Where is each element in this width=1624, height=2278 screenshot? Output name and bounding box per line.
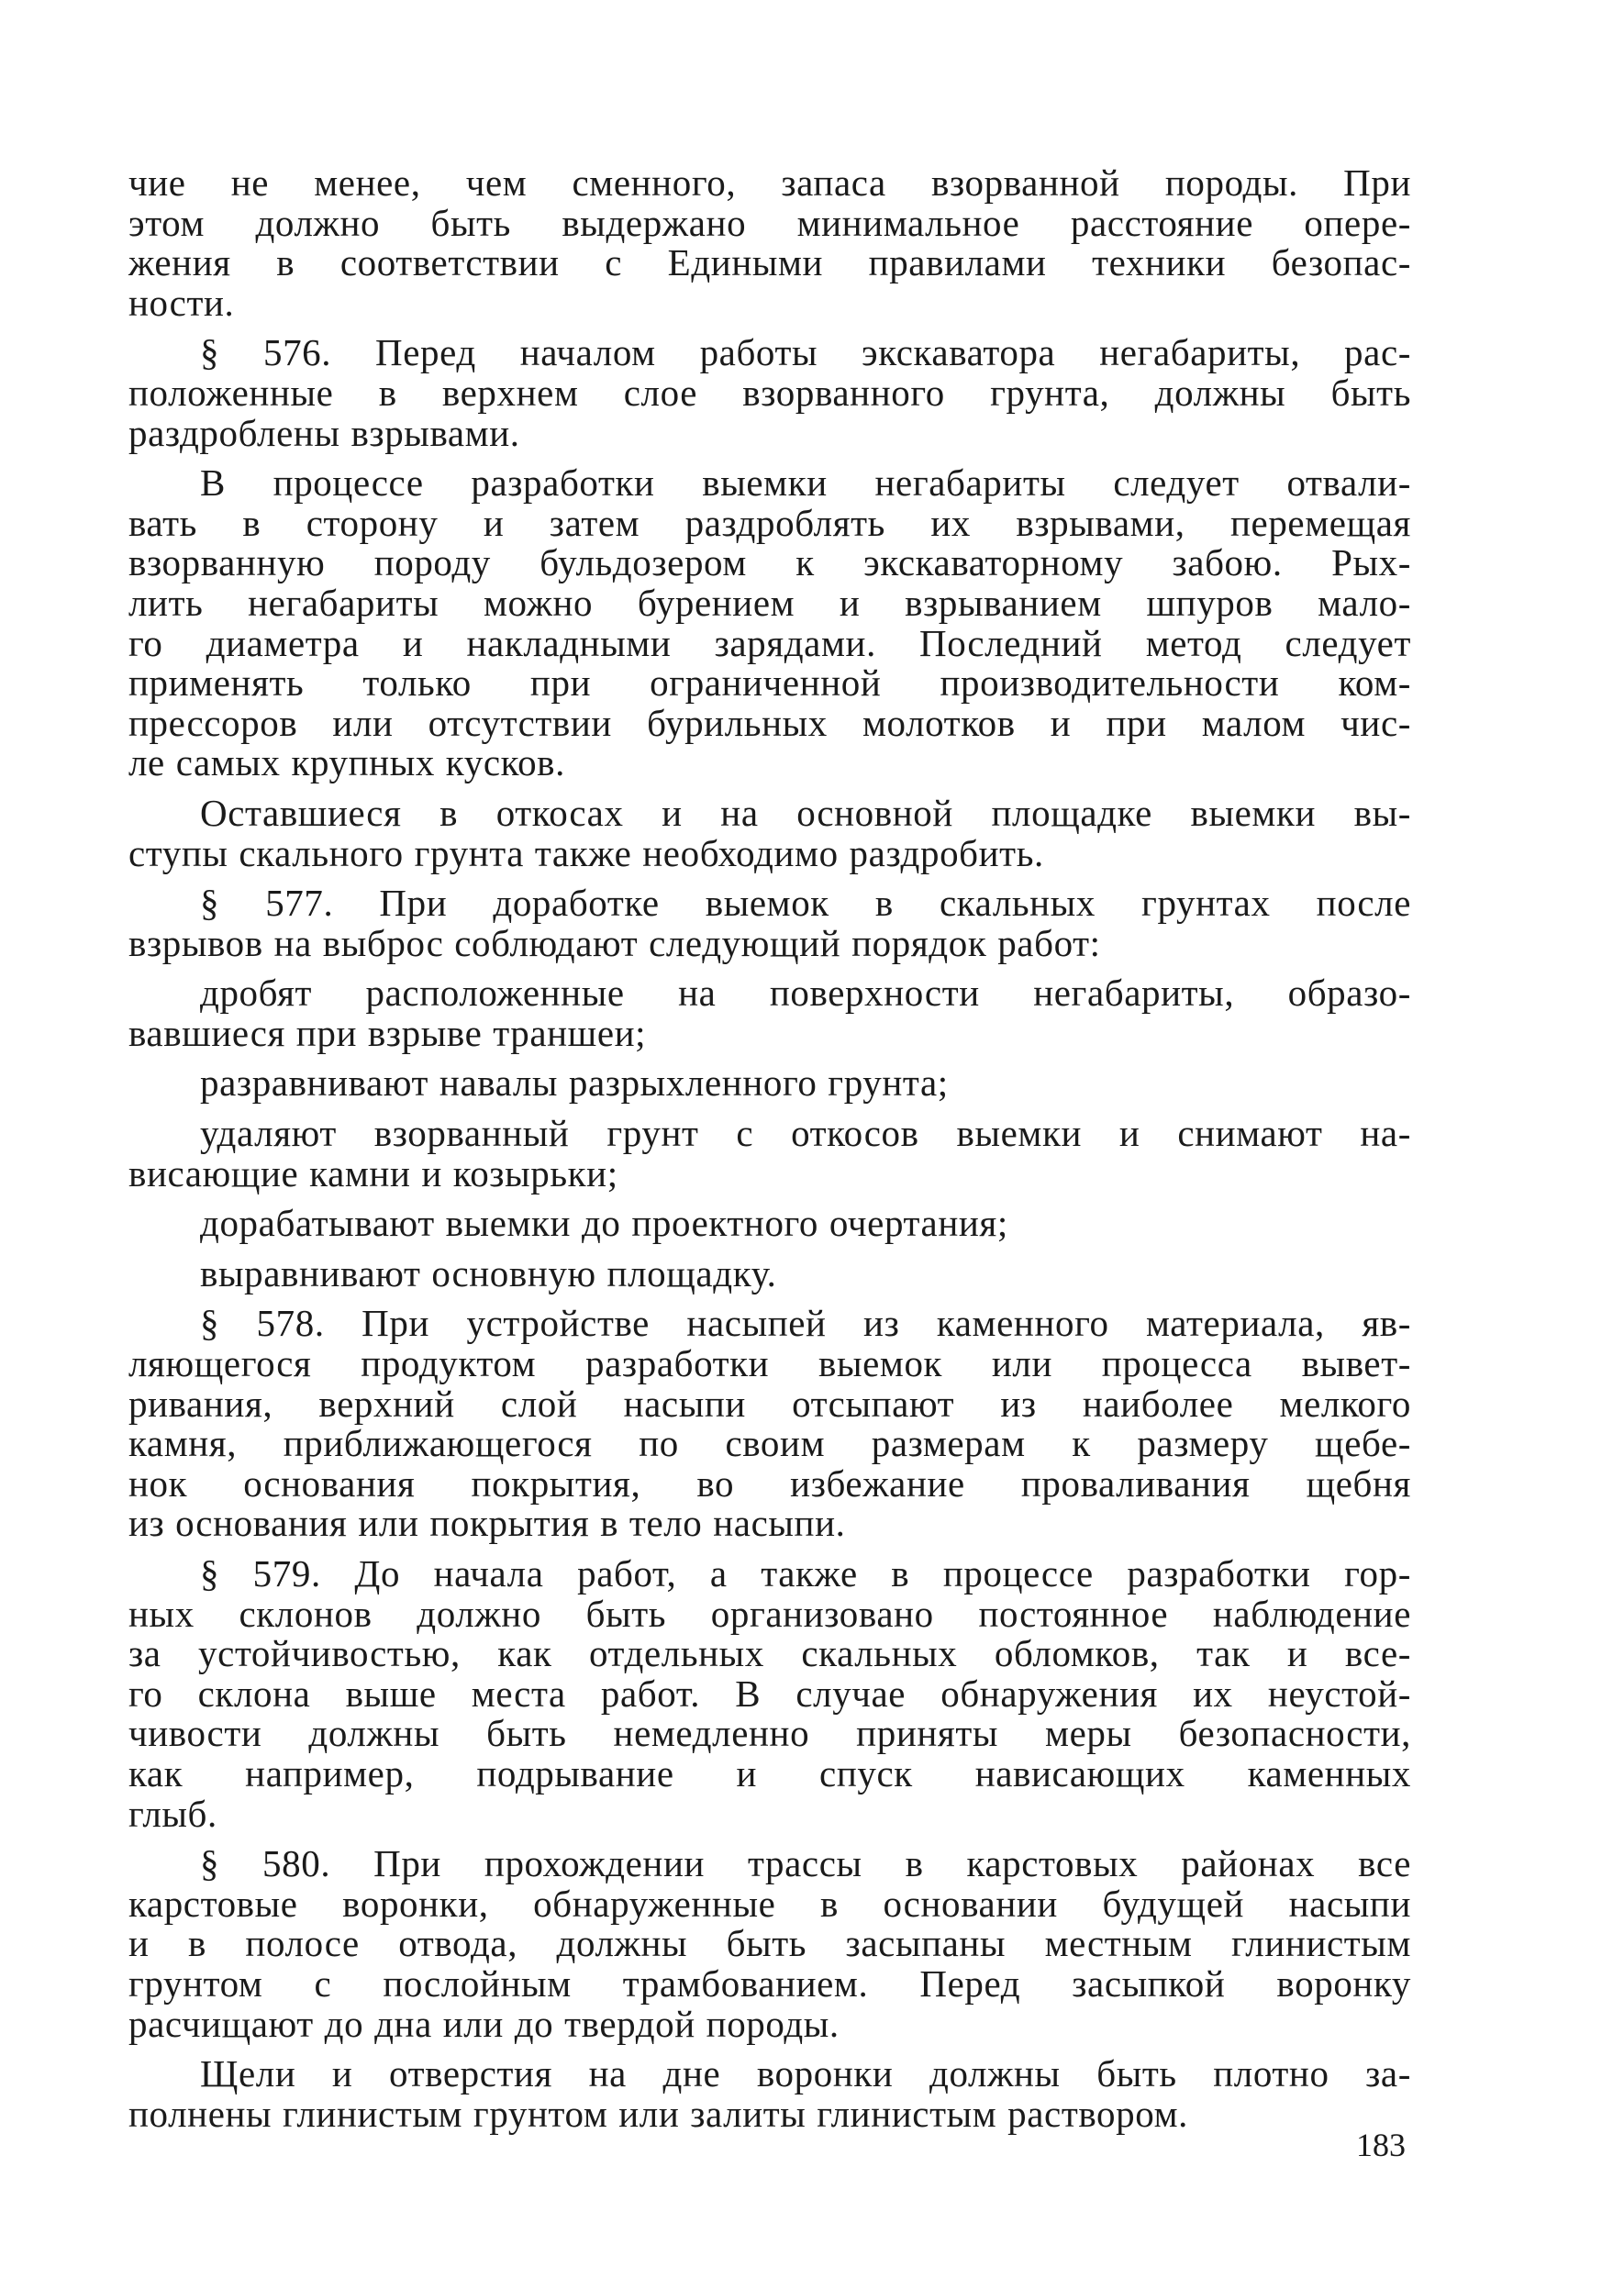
text-line: разравнивают навалы разрыхленного грунта;	[200, 1061, 949, 1105]
paragraph	[128, 1554, 1411, 1834]
text-line: § 578. При устройстве насыпей из каменного материала, яв-	[200, 1302, 1411, 1345]
text-line: В процессе разработки выемки негабариты следует отвали-	[200, 461, 1411, 505]
text-line: висающие камни и козырьки;	[128, 1151, 618, 1195]
text-line: как например, подрывание и спуск нависающих каменных	[128, 1751, 1411, 1795]
text-line: выравнивают основную площадку.	[200, 1251, 777, 1295]
text-line: из основания или покрытия в тело насыпи.	[128, 1502, 846, 1545]
text-line: вавшиеся при взрыве траншеи;	[128, 1011, 647, 1054]
paragraph	[128, 791, 1411, 874]
text-line: грунтом с послойным трамбованием. Перед засыпкой воронку	[128, 1961, 1411, 2005]
text-line: дорабатывают выемки до проектного очертания;	[200, 1202, 1008, 1245]
text-line: применять только при ограниченной производительности ком-	[128, 661, 1411, 705]
paragraph	[128, 333, 1411, 453]
text-line: удаляют взорванный грунт с откосов выемки и снимают на-	[200, 1112, 1411, 1155]
text-line: взрывов на выброс соблюдают следующий порядок работ:	[128, 921, 1101, 964]
text-line: го диаметра и накладными зарядами. Последний метод следует	[128, 621, 1411, 664]
text-line: Оставшиеся в откосах и на основной площадке выемки вы-	[200, 791, 1411, 834]
text-line: прессоров или отсутствии бурильных молотков и при малом чис-	[128, 701, 1411, 744]
paragraph	[128, 1251, 1411, 1295]
text-line: лить негабариты можно бурением и взрыванием шпуров мало-	[128, 581, 1411, 624]
text-line: за устойчивостью, как отдельных скальных обломков, так и все-	[128, 1632, 1411, 1675]
text-line: ности.	[128, 281, 235, 324]
text-line: взорванную породу бульдозером к экскаваторному забою. Рых-	[128, 541, 1411, 584]
text-line: положенные в верхнем слое взорванного грунта, должны быть	[128, 371, 1411, 414]
text-line: карстовые воронки, обнаруженные в основании будущей насыпи	[128, 1882, 1411, 1925]
text-line: ривания, верхний слой насыпи отсыпают из наиболее мелкого	[128, 1382, 1411, 1425]
text-line: чие не менее, чем сменного, запаса взорванной породы. При	[128, 161, 1411, 204]
paragraph	[128, 883, 1411, 963]
paragraph	[128, 163, 1411, 323]
text-line: этом должно быть выдержано минимальное расстояние опере-	[128, 201, 1411, 244]
text-line: вать в сторону и затем раздроблять их взрывами, перемещая	[128, 501, 1411, 544]
paragraph	[128, 973, 1411, 1053]
paragraph	[128, 1114, 1411, 1194]
text-line: раздроблены взрывами.	[128, 411, 520, 454]
text-line: полнены глинистым грунтом или залиты глинистым раствором.	[128, 2092, 1188, 2135]
text-line: камня, приближающегося по своим размерам к размеру щебе-	[128, 1422, 1411, 1465]
page-body	[128, 163, 1411, 2134]
text-line: § 580. При прохождении трассы в карстовых районах все	[200, 1842, 1411, 1885]
text-line: дробят расположенные на поверхности негабариты, образо-	[200, 972, 1411, 1015]
text-line: ляющегося продуктом разработки выемок или процесса вывет-	[128, 1342, 1411, 1385]
paragraph	[128, 2054, 1411, 2134]
paragraph	[128, 1304, 1411, 1544]
text-line: го склона выше места работ. В случае обнаружения их неустой-	[128, 1672, 1411, 1715]
text-line: Щели и отверстия на дне воронки должны быть плотно за-	[200, 2052, 1411, 2095]
page-number: 183	[1356, 2127, 1406, 2163]
paragraph	[128, 463, 1411, 783]
text-line: § 576. Перед началом работы экскаватора негабариты, рас-	[200, 331, 1411, 374]
paragraph	[128, 1844, 1411, 2044]
text-line: § 579. До начала работ, а также в процессе разработки гор-	[200, 1552, 1411, 1595]
paragraph	[128, 1063, 1411, 1104]
text-line: § 577. При доработке выемок в скальных грунтах после	[200, 882, 1411, 925]
text-line: ных склонов должно быть организовано постоянное наблюдение	[128, 1592, 1411, 1635]
text-line: расчищают до дна или до твердой породы.	[128, 2002, 840, 2045]
paragraph	[128, 1204, 1411, 1244]
text-line: ступы скального грунта также необходимо раздробить.	[128, 831, 1044, 874]
text-line: жения в соответствии с Едиными правилами техники безопас-	[128, 241, 1411, 284]
text-line: ле самых крупных кусков.	[128, 741, 565, 784]
text-line: глыб.	[128, 1792, 217, 1835]
text-line: и в полосе отвода, должны быть засыпаны местным глинистым	[128, 1922, 1411, 1965]
text-line: нок основания покрытия, во избежание проваливания щебня	[128, 1461, 1411, 1505]
text-line: чивости должны быть немедленно приняты меры безопасности,	[128, 1712, 1411, 1755]
